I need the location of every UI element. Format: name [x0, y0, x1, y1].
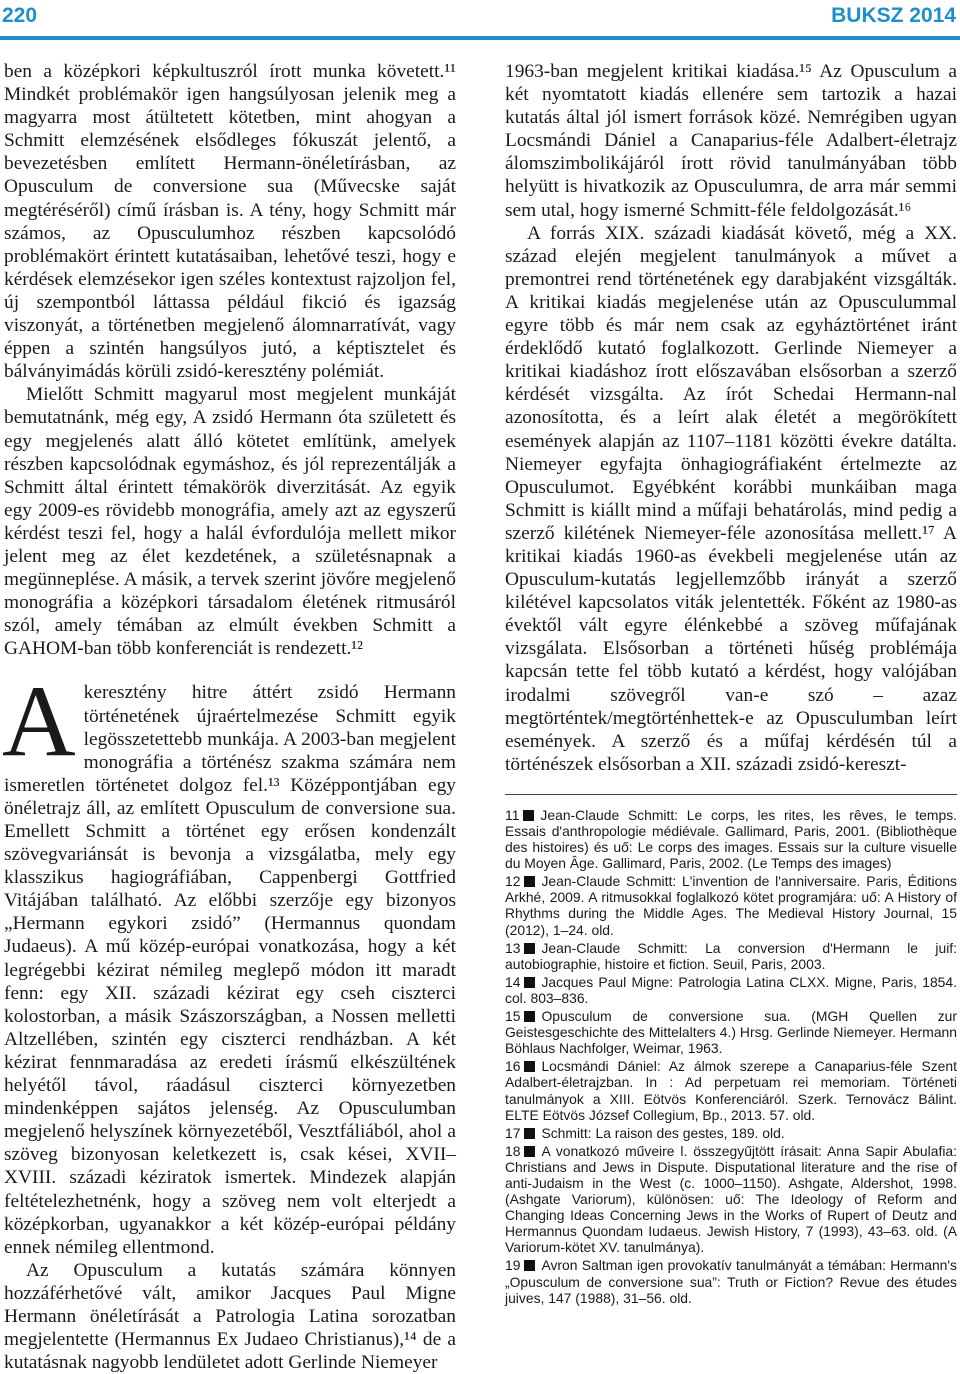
right-column: [505, 60, 957, 1308]
footnote: [505, 1257, 957, 1305]
footnote-divider: [505, 794, 957, 795]
footnote-number: 15: [505, 1008, 521, 1025]
footnote-text: Jean-Claude Schmitt: La conversion d'Hermann le juif: autobiographie, histoire et fiction. Seuil, Paris, 2003.: [505, 939, 957, 972]
footnote-text: Locsmándi Dániel: Az álmok szerepe a Canaparius-féle Szent Adalbert-életrajzban. In : Ad perpetuam rei memoriam. Történeti tanulmányok a XIII. Eötvös Konferenciáról. Szerk. Ternovácz Bálint. ELTE Eötvös József Collegium, Bp., 2013. 57. old.: [505, 1058, 957, 1123]
left-column: [4, 60, 456, 1374]
footnote: [505, 1058, 957, 1122]
footnote-number: 14: [505, 973, 521, 990]
footnote: [505, 974, 957, 1006]
footnote-number: 12: [505, 873, 521, 890]
left-paragraph-4: Az Opusculum a kutatás számára könnyen hozzáférhetővé vált, amikor Jacques Paul Migne Hermann önéletírását a Patrologia Latina sorozatban megjelentette (Hermannus Ex Judaeo Christianus),¹⁴ de a kutatásnak nagyobb lendületet adott Gerlinde Niemeyer: [4, 1259, 456, 1374]
footnote-number: 16: [505, 1058, 521, 1075]
footnote: [505, 1143, 957, 1256]
square-bullet-icon: [524, 1128, 535, 1139]
footnote-text: Jacques Paul Migne: Patrologia Latina CLXX. Migne, Paris, 1854. col. 803–836.: [505, 973, 957, 1006]
left-paragraph-3: [2, 665, 456, 1258]
footnote-text: Jean-Claude Schmitt: L'invention de l'anniversaire. Paris, Éditions Arkhé, 2009. A ritmusokkal foglalkozó kötet programjára: uő: A History of Rhythms during the Middle Ages. The Medieval History Journal, 15 (2012), 1–24. old.: [505, 873, 957, 938]
square-bullet-icon: [524, 1061, 535, 1072]
footnote-number: 19: [505, 1257, 521, 1274]
square-bullet-icon: [524, 1260, 535, 1271]
right-paragraph-1: 1963-ban megjelent kritikai kiadása.¹⁵ Az Opusculum a két nyomtatott kiadás ellenére sem tartozik a hazai kutatás által jól ismert források közé. Nemrégiben ugyan Locsmándi Dániel a Canaparius-féle Adalbert-életrajz álomszimbolikájáról írott rövid tanulmányában több helyütt is hivatkozik az Opusculumra, de arra már semmi sem utal, hogy ismerné Schmitt-féle feldolgozását.¹⁶: [505, 61, 957, 221]
journal-title: BUKSZ 2014: [831, 4, 956, 27]
footnote-text: A vonatkozó műveire l. összegyűjtött írásait: Anna Sapir Abulafia: Christians and Jews in Dispute. Disputational literature and the rise of anti-Judaism in the West (c. 1000–1150). Ashgate, Aldershot, 1998. (Ashgate Variorum), különösen: uő: The Ideology of Reform and Changing Ideas Concerning Jews in the Works of Rupert of Deutz and Hermannus Quondam Iudaeus. Jewish History, 7 (1993), 43–63. old. (A Variorum-kötet XV. tanulmánya).: [505, 1142, 957, 1256]
square-bullet-icon: [524, 977, 535, 988]
page-number: 220: [2, 4, 38, 27]
footnote-number: 17: [505, 1124, 521, 1141]
footnote: [505, 873, 957, 937]
square-bullet-icon: [523, 810, 534, 821]
square-bullet-icon: [524, 1146, 535, 1157]
page-header: [0, 0, 960, 44]
footnotes: [505, 807, 957, 1306]
footnote-text: Avron Saltman igen provokatív tanulmányát a témában: Hermann's „Opusculum de conversione sua”: Truth or Fiction? Revue des études juives, 147 (1988), 31–56. old.: [505, 1257, 957, 1306]
footnote: [505, 807, 957, 871]
footnote-text: Jean-Claude Schmitt: Le corps, les rites, les rêves, le temps. Essais d'anthropologie médiévale. Gallimard, Paris, 2001. (Bibliothèque des histoires) és uő: Le corps des images. Essais sur la culture visuelle du Moyen Âge. Gallimard, Paris, 2002. (Le Temps des images): [505, 806, 957, 872]
footnote: [505, 940, 957, 972]
footnote-number: 13: [505, 939, 521, 956]
footnote-number: 18: [505, 1142, 521, 1159]
square-bullet-icon: [524, 1011, 535, 1022]
header-rule: [0, 36, 960, 40]
footnote-number: 11: [505, 806, 520, 823]
square-bullet-icon: [524, 876, 535, 887]
footnote: [505, 1008, 957, 1056]
square-bullet-icon: [524, 943, 535, 954]
footnote-text: Opusculum de conversione sua. (MGH Quellen zur Geistesgeschichte des Mittelalters 4.) Hrsg. Gerlinde Niemeyer. Hermann Böhlaus Nachfolger, Weimar, 1963.: [505, 1008, 957, 1057]
footnote: [505, 1125, 957, 1141]
left-paragraph-3-text: keresztény hitre áttért zsidó Hermann történetének újraértelmezése Schmitt egyik legösszetettebb munkája. A 2003-ban megjelent monográfia a történész szakma számára nem ismeretlen történetet dolgoz fel.¹³ Középpontjában egy önéletrajz áll, az említett Opusculum de conversione sua. Emellett Schmitt a történet egy erősen kondenzált szövegvariánsát is bevonja a vizsgálatba, mely egy klasszikus hagiográfiában, Cappenbergi Gottfried Vitájában található. Az előbbi szerzője egy bizonyos „Hermann egykori zsidó” (Hermannus quondam Judaeus). A mű közép-európai vonatkozása, hogy a két legrégebbi kézirat némileg meglepő módon itt maradt fenn: egy XII. századi kézirat egy cseh ciszterci kolostorban, a másik Szászországban, a Nossen melletti Altzellében, szintén egy ciszterci rendházban. A két kézirat fennmaradása az eredeti írásmű elkészültének helyétől távol, ráadásul ciszterci környezetben mindenképpen sajátos jelenség. Az Opusculumban megjelenő helyszínek környezetéből, Vesztfáliából, ahol a szöveg bizonyosan keletkezett is, csak kései, XVII–XVIII. századi kéziratok ismertek. Mindezek alapján feltételezhetnénk, hogy a szöveg nem volt elterjedt a középkorban, ugyanakkor a két közép-európai példány ennek némileg ellentmond.: [4, 682, 456, 1258]
right-paragraph-2: A forrás XIX. századi kiadását követő, még a XX. század elején megjelent tanulmányok a művet a premontrei rend történetének egy darabjaként vizsgálták. A kritikai kiadás megjelenése után az Opusculummal egyre több és már nem csak az egyháztörténet iránt érdeklődő kutató foglalkozott. Gerlinde Niemeyer a kritikai kiadáshoz írott előszavában elsősorban a szerző kérdését vizsgálta. Az írót Schedai Hermann-nal azonosította, és a leírt alak életét a megörökített események alapján az 1107–1181 közötti évekre datálta. Niemeyer egyfajta önhagiográfiaként értelmezte az Opusculumot. Egyébként korábbi munkáiban maga Schmitt is kiállt mind a műfaji behatárolás, mind pedig a szerző kilétének Niemeyer-féle azonosítása mellett.¹⁷ A kritikai kiadás 1960-as évekbeli megjelenése után az Opusculum-kutatás legjellemzőbb irányát a szerző kilétével kapcsolatos viták jelentették. Főként az 1980-as évektől vált egyre élénkebbé a szöveg műfajának vizsgálata. Elsősorban a történeti hűség problémája kapcsán tette fel több kutató a kérdést, hogy valójában irodalmi szövegről van-e szó – azaz megtörténtek/megtörténhettek-e az Opusculumban leírt események. A szerző és a műfaj kérdésén túl a történészek elsősorban a XII. századi zsidó-kereszt-: [505, 222, 957, 775]
left-paragraph-1: ben a középkori képkultuszról írott munka követett.¹¹ Mindkét problémakör igen hangsúlyosan jelenik meg a magyarra most átültetett kötetben, mint ahogyan a Schmitt elemzésének elsődleges fókuszát jelentő, a bevezetésben említett Hermann-önéletírásban, az Opusculum de conversione sua (Művecske saját megtéréséről) című írásban is. A tény, hogy Schmitt már számos, az Opusculumhoz részben kapcsolódó problémakört érintett kutatásaiban, lehetővé teszi, hogy e kérdések elemzésekor igen széles kontextust rajzoljon fel, új szempontból láttassa például fikció és igazság viszonyát, a történetben megjelenő álomnarratívát, vagy éppen a szintén hangsúlyos jutó, a képtisztelet és bálványimádás körüli zsidó-keresztény polémiát.: [4, 61, 456, 383]
left-paragraph-2: Mielőtt Schmitt magyarul most megjelent munkáját bemutatnánk, még egy, A zsidó Hermann óta született és egy megjelenés alatt álló kötetet említünk, amelyek részben kapcsolódnak egymáshoz, és jól reprezentálják a Schmitt által érintett témakörök diverzitását. Az egyik egy 2009-es rövidebb monográfia, amely azt az egyszerű kérdést teszi fel, hogy a halál évfordulója mellett mikor jelent meg az élet kezdetének, a születésnapnak a megünneplése. A másik, a tervek szerint jövőre megjelenő monográfia a középkori társadalom életének ritmusáról szól, amely témában az elmúlt években Schmitt a GAHOM-ban több konferenciát is rendezett.¹²: [4, 384, 456, 660]
footnote-text: Schmitt: La raison des gestes, 189. old.: [541, 1124, 785, 1141]
drop-cap: A: [2, 665, 76, 779]
